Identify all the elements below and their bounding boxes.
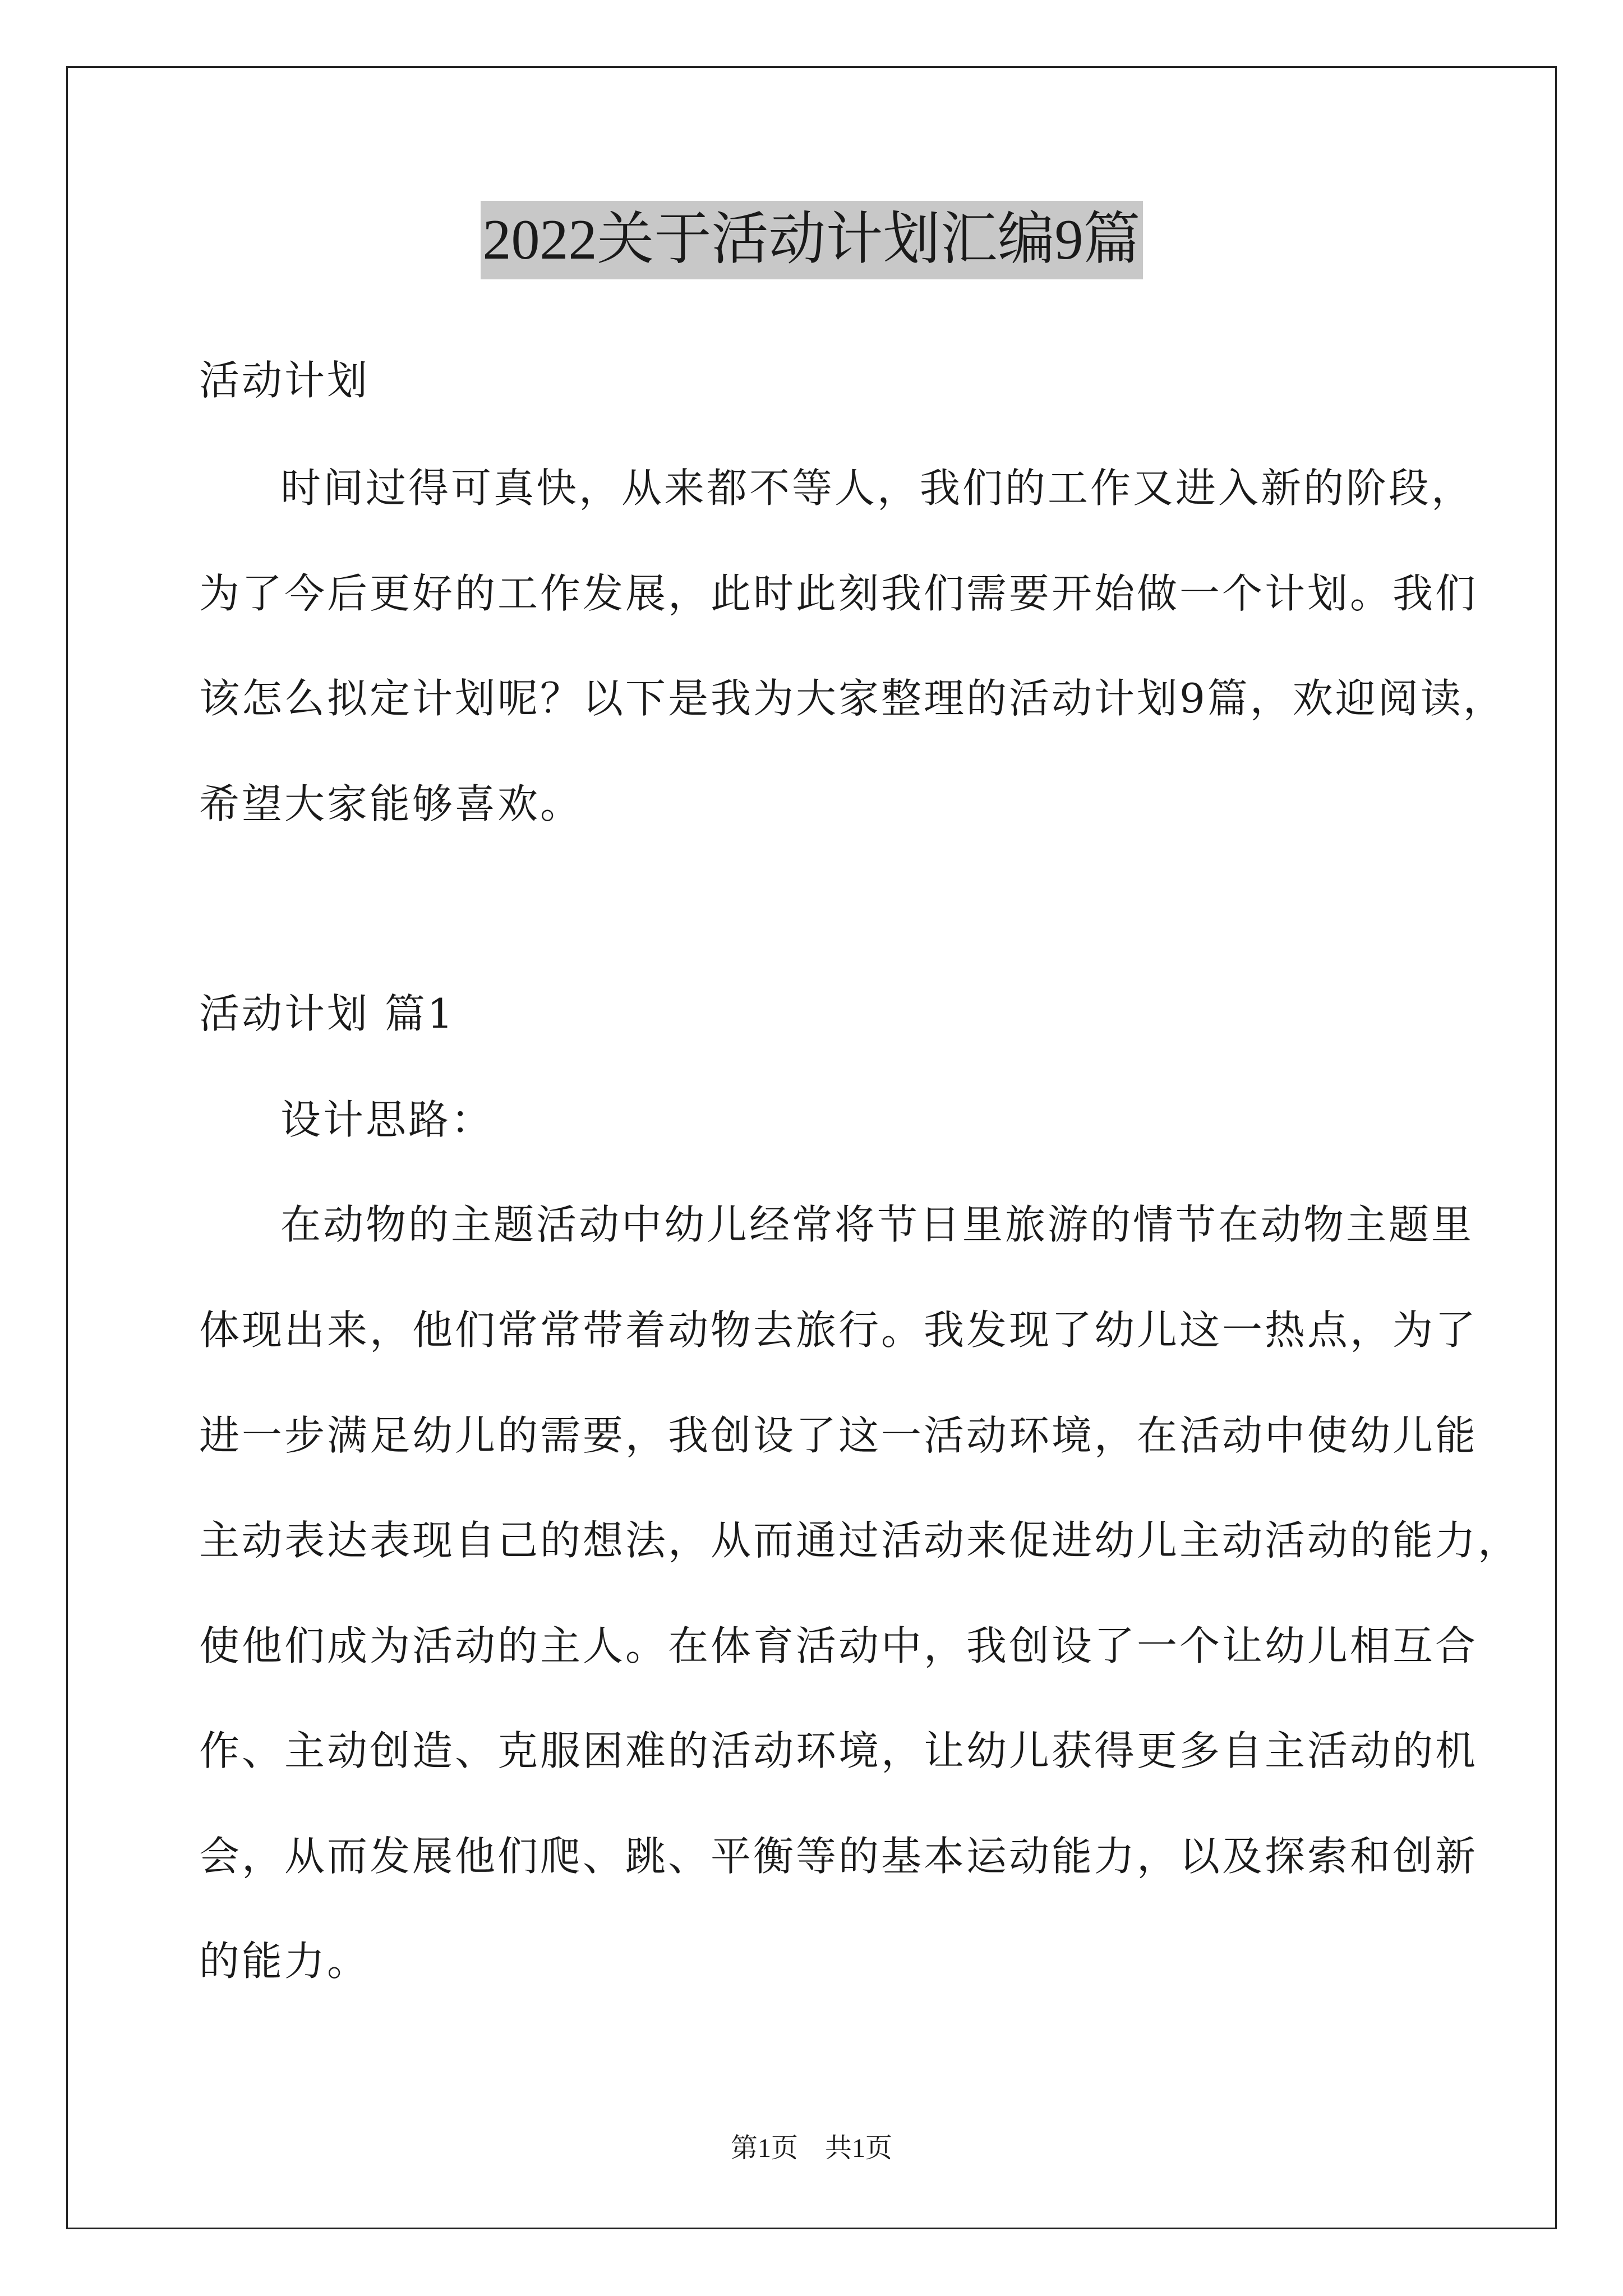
page-footer: [0, 2132, 1623, 2165]
body-line-4: 主动表达表现自己的想法，从而通过活动来促进幼儿主动活动的能力，: [199, 1517, 1521, 1564]
page-number-current: 第1页: [730, 2133, 798, 2163]
section-heading: 活动计划: [199, 357, 370, 404]
body-line-1: 在动物的主题活动中幼儿经常将节日里旅游的情节在动物主题里: [280, 1201, 1474, 1248]
intro-line-2: 为了今后更好的工作发展，此时此刻我们需要开始做一个计划。我们: [199, 570, 1478, 617]
intro-line-3: 该怎么拟定计划呢？以下是我为大家整理的活动计划9篇，欢迎阅读，: [199, 675, 1506, 722]
body-line-3: 进一步满足幼儿的需要，我创设了这一活动环境，在活动中使幼儿能: [199, 1412, 1478, 1459]
intro-line-1: 时间过得可真快，从来都不等人，我们的工作又进入新的阶段，: [280, 464, 1474, 512]
document-title: 2022关于活动计划汇编9篇: [481, 201, 1143, 279]
body-line-6: 作、主动创造、克服困难的活动环境，让幼儿获得更多自主活动的机: [199, 1727, 1478, 1774]
body-line-2: 体现出来，他们常常带着动物去旅行。我发现了幼儿这一热点，为了: [199, 1306, 1478, 1354]
body-line-5: 使他们成为活动的主人。在体育活动中，我创设了一个让幼儿相互合: [199, 1622, 1478, 1669]
body-line-8: 的能力。: [199, 1938, 370, 1985]
section1-heading: 活动计划 篇1: [199, 990, 455, 1037]
title-container: [0, 201, 1623, 279]
section1-subheading: 设计思路：: [280, 1096, 494, 1143]
page-number-total: 共1页: [825, 2133, 893, 2163]
intro-line-4: 希望大家能够喜欢。: [199, 780, 583, 827]
body-line-7: 会，从而发展他们爬、跳、平衡等的基本运动能力，以及探索和创新: [199, 1833, 1478, 1880]
